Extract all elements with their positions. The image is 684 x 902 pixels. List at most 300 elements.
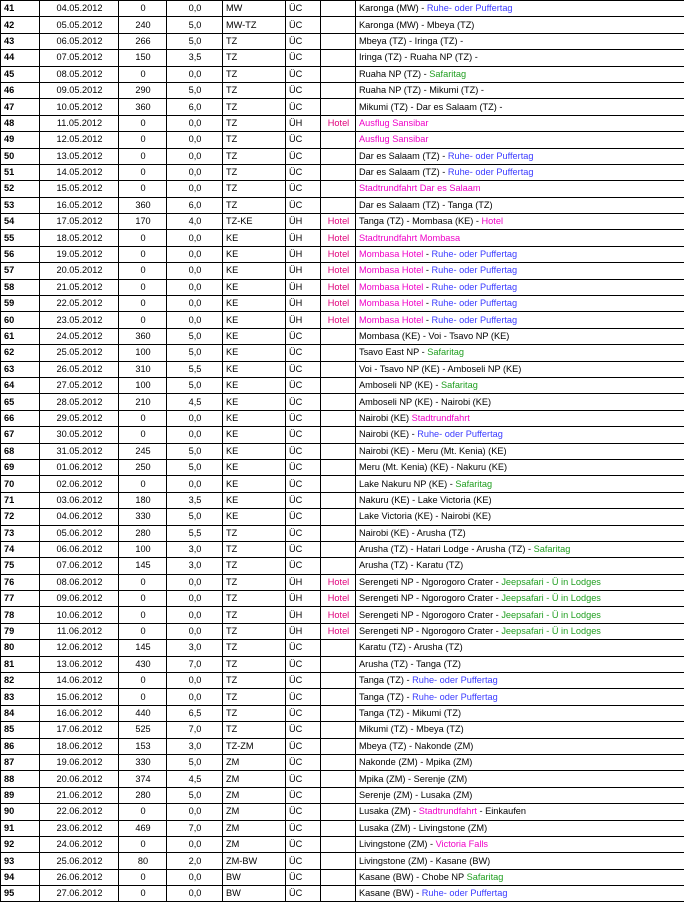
day-number: 86	[1, 738, 40, 754]
route-cell	[356, 33, 684, 49]
hotel-cell: Hotel	[321, 230, 356, 246]
table-row	[1, 754, 684, 770]
table-row	[1, 197, 684, 213]
hours-cell: 0,0	[167, 296, 223, 312]
km-cell: 374	[119, 771, 167, 787]
table-row	[1, 99, 684, 115]
route-cell	[356, 246, 684, 262]
date-cell: 24.05.2012	[40, 328, 119, 344]
hotel-cell: Hotel	[321, 115, 356, 131]
hotel-cell: Hotel	[321, 591, 356, 607]
accommodation-type-cell: ÜH	[286, 246, 321, 262]
route-cell	[356, 230, 684, 246]
date-cell: 31.05.2012	[40, 443, 119, 459]
route-segment: Tsavo East NP -	[359, 347, 427, 357]
country-cell: ZM	[223, 771, 286, 787]
hours-cell: 5,5	[167, 361, 223, 377]
country-cell: BW	[223, 886, 286, 902]
route-segment: Mombasa Hotel	[359, 282, 423, 292]
route-segment: -	[423, 315, 431, 325]
route-cell	[356, 164, 684, 180]
accommodation-type-cell: ÜC	[286, 886, 321, 902]
route-segment: -	[423, 282, 431, 292]
hours-cell: 4,5	[167, 771, 223, 787]
day-number: 57	[1, 263, 40, 279]
hotel-cell	[321, 328, 356, 344]
table-row	[1, 410, 684, 426]
route-segment: -	[423, 265, 431, 275]
route-cell	[356, 738, 684, 754]
route-cell	[356, 722, 684, 738]
route-segment: Tanga (TZ) -	[359, 675, 412, 685]
country-cell: KE	[223, 345, 286, 361]
hours-cell: 0,0	[167, 148, 223, 164]
hotel-cell: Hotel	[321, 607, 356, 623]
hotel-cell: Hotel	[321, 279, 356, 295]
date-cell: 18.05.2012	[40, 230, 119, 246]
date-cell: 19.05.2012	[40, 246, 119, 262]
hours-cell: 3,0	[167, 541, 223, 557]
table-row	[1, 886, 684, 902]
day-number: 44	[1, 50, 40, 66]
table-row	[1, 263, 684, 279]
km-cell: 0	[119, 164, 167, 180]
date-cell: 17.05.2012	[40, 214, 119, 230]
hotel-cell	[321, 853, 356, 869]
km-cell: 310	[119, 361, 167, 377]
table-row	[1, 132, 684, 148]
hours-cell: 0,0	[167, 591, 223, 607]
hotel-cell	[321, 722, 356, 738]
day-number: 70	[1, 476, 40, 492]
route-segment: Lusaka (ZM) - Livingstone (ZM)	[359, 823, 487, 833]
hours-cell: 0,0	[167, 230, 223, 246]
date-cell: 14.05.2012	[40, 164, 119, 180]
hotel-cell	[321, 558, 356, 574]
route-segment: Ruhe- oder Puffertag	[412, 675, 498, 685]
route-segment: Stadtrundfahrt	[412, 413, 470, 423]
route-segment: Karonga (MW) -	[359, 3, 427, 13]
km-cell: 0	[119, 312, 167, 328]
hours-cell: 3,0	[167, 558, 223, 574]
day-number: 55	[1, 230, 40, 246]
day-number: 65	[1, 394, 40, 410]
accommodation-type-cell: ÜC	[286, 459, 321, 475]
day-number: 60	[1, 312, 40, 328]
route-cell	[356, 656, 684, 672]
route-segment: Ausflug Sansibar	[359, 118, 428, 128]
date-cell: 23.05.2012	[40, 312, 119, 328]
table-row	[1, 541, 684, 557]
route-cell	[356, 17, 684, 33]
route-segment: Safaritag	[441, 380, 478, 390]
route-segment: Safaritag	[467, 872, 504, 882]
day-number: 94	[1, 869, 40, 885]
table-row	[1, 427, 684, 443]
accommodation-type-cell: ÜC	[286, 132, 321, 148]
country-cell: TZ	[223, 673, 286, 689]
accommodation-type-cell: ÜC	[286, 722, 321, 738]
day-number: 75	[1, 558, 40, 574]
hours-cell: 5,0	[167, 787, 223, 803]
date-cell: 10.05.2012	[40, 99, 119, 115]
day-number: 76	[1, 574, 40, 590]
km-cell: 240	[119, 17, 167, 33]
day-number: 81	[1, 656, 40, 672]
hotel-cell	[321, 886, 356, 902]
date-cell: 21.05.2012	[40, 279, 119, 295]
hours-cell: 3,0	[167, 738, 223, 754]
date-cell: 20.06.2012	[40, 771, 119, 787]
day-number: 89	[1, 787, 40, 803]
route-segment: - Einkaufen	[477, 806, 526, 816]
accommodation-type-cell: ÜC	[286, 33, 321, 49]
route-segment: Amboseli NP (KE) -	[359, 380, 441, 390]
hotel-cell: Hotel	[321, 574, 356, 590]
accommodation-type-cell: ÜC	[286, 345, 321, 361]
day-number: 88	[1, 771, 40, 787]
route-cell	[356, 591, 684, 607]
country-cell: KE	[223, 312, 286, 328]
table-row	[1, 804, 684, 820]
country-cell: TZ	[223, 656, 286, 672]
route-cell	[356, 886, 684, 902]
accommodation-type-cell: ÜC	[286, 377, 321, 393]
hotel-cell	[321, 459, 356, 475]
date-cell: 08.05.2012	[40, 66, 119, 82]
day-number: 59	[1, 296, 40, 312]
hours-cell: 0,0	[167, 623, 223, 639]
route-cell	[356, 820, 684, 836]
route-cell	[356, 492, 684, 508]
date-cell: 01.06.2012	[40, 459, 119, 475]
route-segment: Serenje (ZM) - Lusaka (ZM)	[359, 790, 472, 800]
route-segment: Livingstone (ZM) -	[359, 839, 436, 849]
country-cell: TZ-KE	[223, 214, 286, 230]
country-cell: TZ-ZM	[223, 738, 286, 754]
route-cell	[356, 771, 684, 787]
table-row	[1, 279, 684, 295]
day-number: 79	[1, 623, 40, 639]
hours-cell: 0,0	[167, 869, 223, 885]
date-cell: 11.06.2012	[40, 623, 119, 639]
country-cell: TZ	[223, 591, 286, 607]
hours-cell: 0,0	[167, 132, 223, 148]
hours-cell: 7,0	[167, 722, 223, 738]
accommodation-type-cell: ÜC	[286, 656, 321, 672]
km-cell: 430	[119, 656, 167, 672]
accommodation-type-cell: ÜC	[286, 509, 321, 525]
hotel-cell	[321, 394, 356, 410]
hotel-cell	[321, 804, 356, 820]
table-row	[1, 574, 684, 590]
hotel-cell	[321, 509, 356, 525]
route-cell	[356, 214, 684, 230]
hours-cell: 0,0	[167, 312, 223, 328]
table-row	[1, 394, 684, 410]
date-cell: 03.06.2012	[40, 492, 119, 508]
route-segment: Jeepsafari - Ü in Lodges	[501, 610, 601, 620]
route-segment: Nairobi (KE)	[359, 413, 412, 423]
route-segment: Iringa (TZ) - Ruaha NP (TZ) -	[359, 52, 478, 62]
accommodation-type-cell: ÜH	[286, 230, 321, 246]
hotel-cell	[321, 17, 356, 33]
date-cell: 13.05.2012	[40, 148, 119, 164]
country-cell: TZ	[223, 148, 286, 164]
hotel-cell	[321, 738, 356, 754]
hotel-cell	[321, 476, 356, 492]
km-cell: 0	[119, 410, 167, 426]
date-cell: 25.06.2012	[40, 853, 119, 869]
table-row	[1, 17, 684, 33]
day-number: 85	[1, 722, 40, 738]
date-cell: 17.06.2012	[40, 722, 119, 738]
route-segment: Safaritag	[429, 69, 466, 79]
accommodation-type-cell: ÜC	[286, 541, 321, 557]
date-cell: 30.05.2012	[40, 427, 119, 443]
day-number: 56	[1, 246, 40, 262]
accommodation-type-cell: ÜC	[286, 82, 321, 98]
day-number: 80	[1, 640, 40, 656]
route-segment: Mbeya (TZ) - Iringa (TZ) -	[359, 36, 463, 46]
hotel-cell	[321, 427, 356, 443]
day-number: 67	[1, 427, 40, 443]
km-cell: 440	[119, 705, 167, 721]
day-number: 71	[1, 492, 40, 508]
hotel-cell	[321, 754, 356, 770]
day-number: 47	[1, 99, 40, 115]
hotel-cell	[321, 492, 356, 508]
hotel-cell	[321, 361, 356, 377]
date-cell: 16.05.2012	[40, 197, 119, 213]
hours-cell: 0,0	[167, 410, 223, 426]
route-segment: Tanga (TZ) - Mombasa (KE) -	[359, 216, 482, 226]
route-segment: Ruhe- oder Puffertag	[422, 888, 508, 898]
accommodation-type-cell: ÜC	[286, 820, 321, 836]
accommodation-type-cell: ÜC	[286, 787, 321, 803]
table-row	[1, 181, 684, 197]
table-row	[1, 869, 684, 885]
country-cell: MW-TZ	[223, 17, 286, 33]
route-segment: Jeepsafari - Ü in Lodges	[501, 577, 601, 587]
route-segment: Ruhe- oder Puffertag	[427, 3, 513, 13]
route-segment: Safaritag	[455, 479, 492, 489]
table-row	[1, 525, 684, 541]
route-segment: Serengeti NP - Ngorogoro Crater -	[359, 626, 501, 636]
date-cell: 15.05.2012	[40, 181, 119, 197]
hotel-cell	[321, 377, 356, 393]
table-row	[1, 738, 684, 754]
accommodation-type-cell: ÜC	[286, 427, 321, 443]
route-cell	[356, 705, 684, 721]
hours-cell: 3,0	[167, 640, 223, 656]
date-cell: 27.06.2012	[40, 886, 119, 902]
accommodation-type-cell: ÜC	[286, 804, 321, 820]
day-number: 74	[1, 541, 40, 557]
date-cell: 10.06.2012	[40, 607, 119, 623]
route-segment: Meru (Mt. Kenia) (KE) - Nakuru (KE)	[359, 462, 507, 472]
km-cell: 0	[119, 1, 167, 17]
hours-cell: 5,0	[167, 377, 223, 393]
hours-cell: 5,0	[167, 82, 223, 98]
hours-cell: 0,0	[167, 427, 223, 443]
accommodation-type-cell: ÜC	[286, 771, 321, 787]
accommodation-type-cell: ÜC	[286, 181, 321, 197]
km-cell: 360	[119, 328, 167, 344]
hours-cell: 5,0	[167, 754, 223, 770]
km-cell: 0	[119, 869, 167, 885]
route-segment: Amboseli NP (KE) - Nairobi (KE)	[359, 397, 491, 407]
day-number: 73	[1, 525, 40, 541]
table-row	[1, 1, 684, 17]
country-cell: TZ	[223, 558, 286, 574]
hours-cell: 3,5	[167, 50, 223, 66]
route-cell	[356, 197, 684, 213]
accommodation-type-cell: ÜC	[286, 50, 321, 66]
route-segment: Stadtrundfahrt Mombasa	[359, 233, 460, 243]
hours-cell: 5,0	[167, 328, 223, 344]
country-cell: ZM	[223, 804, 286, 820]
hours-cell: 0,0	[167, 66, 223, 82]
accommodation-type-cell: ÜC	[286, 754, 321, 770]
hotel-cell	[321, 164, 356, 180]
route-segment: Tanga (TZ) - Mikumi (TZ)	[359, 708, 461, 718]
route-segment: Mikumi (TZ) - Dar es Salaam (TZ) -	[359, 102, 502, 112]
date-cell: 29.05.2012	[40, 410, 119, 426]
km-cell: 0	[119, 607, 167, 623]
route-cell	[356, 607, 684, 623]
accommodation-type-cell: ÜC	[286, 361, 321, 377]
route-cell	[356, 148, 684, 164]
route-segment: Mombasa Hotel	[359, 265, 423, 275]
hours-cell: 0,0	[167, 246, 223, 262]
accommodation-type-cell: ÜH	[286, 115, 321, 131]
country-cell: KE	[223, 443, 286, 459]
accommodation-type-cell: ÜC	[286, 853, 321, 869]
route-cell	[356, 345, 684, 361]
country-cell: TZ	[223, 164, 286, 180]
table-row	[1, 656, 684, 672]
country-cell: KE	[223, 230, 286, 246]
table-row	[1, 640, 684, 656]
hotel-cell	[321, 345, 356, 361]
day-number: 46	[1, 82, 40, 98]
route-segment: Lake Victoria (KE) - Nairobi (KE)	[359, 511, 491, 521]
day-number: 83	[1, 689, 40, 705]
route-segment: Serengeti NP - Ngorogoro Crater -	[359, 593, 501, 603]
hotel-cell	[321, 443, 356, 459]
table-row	[1, 328, 684, 344]
table-row	[1, 771, 684, 787]
country-cell: ZM-BW	[223, 853, 286, 869]
country-cell: KE	[223, 361, 286, 377]
km-cell: 80	[119, 853, 167, 869]
day-number: 91	[1, 820, 40, 836]
country-cell: TZ	[223, 689, 286, 705]
accommodation-type-cell: ÜC	[286, 197, 321, 213]
hours-cell: 2,0	[167, 853, 223, 869]
accommodation-type-cell: ÜH	[286, 214, 321, 230]
km-cell: 266	[119, 33, 167, 49]
route-cell	[356, 115, 684, 131]
day-number: 48	[1, 115, 40, 131]
hours-cell: 6,0	[167, 99, 223, 115]
route-segment: Dar es Salaam (TZ) -	[359, 151, 448, 161]
km-cell: 0	[119, 66, 167, 82]
date-cell: 06.06.2012	[40, 541, 119, 557]
route-cell	[356, 50, 684, 66]
route-segment: Ruhe- oder Puffertag	[448, 151, 534, 161]
table-row	[1, 345, 684, 361]
date-cell: 13.06.2012	[40, 656, 119, 672]
km-cell: 145	[119, 640, 167, 656]
hours-cell: 7,0	[167, 820, 223, 836]
route-segment: Serengeti NP - Ngorogoro Crater -	[359, 610, 501, 620]
km-cell: 0	[119, 263, 167, 279]
km-cell: 153	[119, 738, 167, 754]
route-cell	[356, 754, 684, 770]
km-cell: 0	[119, 673, 167, 689]
table-row	[1, 33, 684, 49]
route-segment: Ruhe- oder Puffertag	[432, 249, 518, 259]
route-cell	[356, 673, 684, 689]
accommodation-type-cell: ÜC	[286, 1, 321, 17]
route-cell	[356, 427, 684, 443]
table-row	[1, 50, 684, 66]
route-cell	[356, 312, 684, 328]
route-segment: Safaritag	[534, 544, 571, 554]
date-cell: 22.06.2012	[40, 804, 119, 820]
km-cell: 280	[119, 787, 167, 803]
date-cell: 11.05.2012	[40, 115, 119, 131]
table-row	[1, 492, 684, 508]
day-number: 93	[1, 853, 40, 869]
date-cell: 04.05.2012	[40, 1, 119, 17]
accommodation-type-cell: ÜC	[286, 705, 321, 721]
hours-cell: 6,5	[167, 705, 223, 721]
route-segment: Mombasa Hotel	[359, 298, 423, 308]
route-segment: Voi - Tsavo NP (KE) - Amboseli NP (KE)	[359, 364, 521, 374]
day-number: 66	[1, 410, 40, 426]
accommodation-type-cell: ÜC	[286, 640, 321, 656]
km-cell: 0	[119, 591, 167, 607]
hours-cell: 0,0	[167, 804, 223, 820]
route-segment: Ruhe- oder Puffertag	[432, 315, 518, 325]
date-cell: 04.06.2012	[40, 509, 119, 525]
km-cell: 250	[119, 459, 167, 475]
accommodation-type-cell: ÜC	[286, 99, 321, 115]
table-row	[1, 459, 684, 475]
route-segment: Karonga (MW) - Mbeya (TZ)	[359, 20, 474, 30]
route-cell	[356, 836, 684, 852]
route-cell	[356, 1, 684, 17]
route-cell	[356, 181, 684, 197]
route-segment: Safaritag	[427, 347, 464, 357]
date-cell: 22.05.2012	[40, 296, 119, 312]
date-cell: 18.06.2012	[40, 738, 119, 754]
day-number: 51	[1, 164, 40, 180]
km-cell: 170	[119, 214, 167, 230]
country-cell: TZ	[223, 607, 286, 623]
hotel-cell	[321, 771, 356, 787]
route-segment: Lusaka (ZM) -	[359, 806, 419, 816]
km-cell: 100	[119, 345, 167, 361]
day-number: 58	[1, 279, 40, 295]
km-cell: 100	[119, 541, 167, 557]
km-cell: 0	[119, 574, 167, 590]
hours-cell: 4,5	[167, 394, 223, 410]
day-number: 95	[1, 886, 40, 902]
